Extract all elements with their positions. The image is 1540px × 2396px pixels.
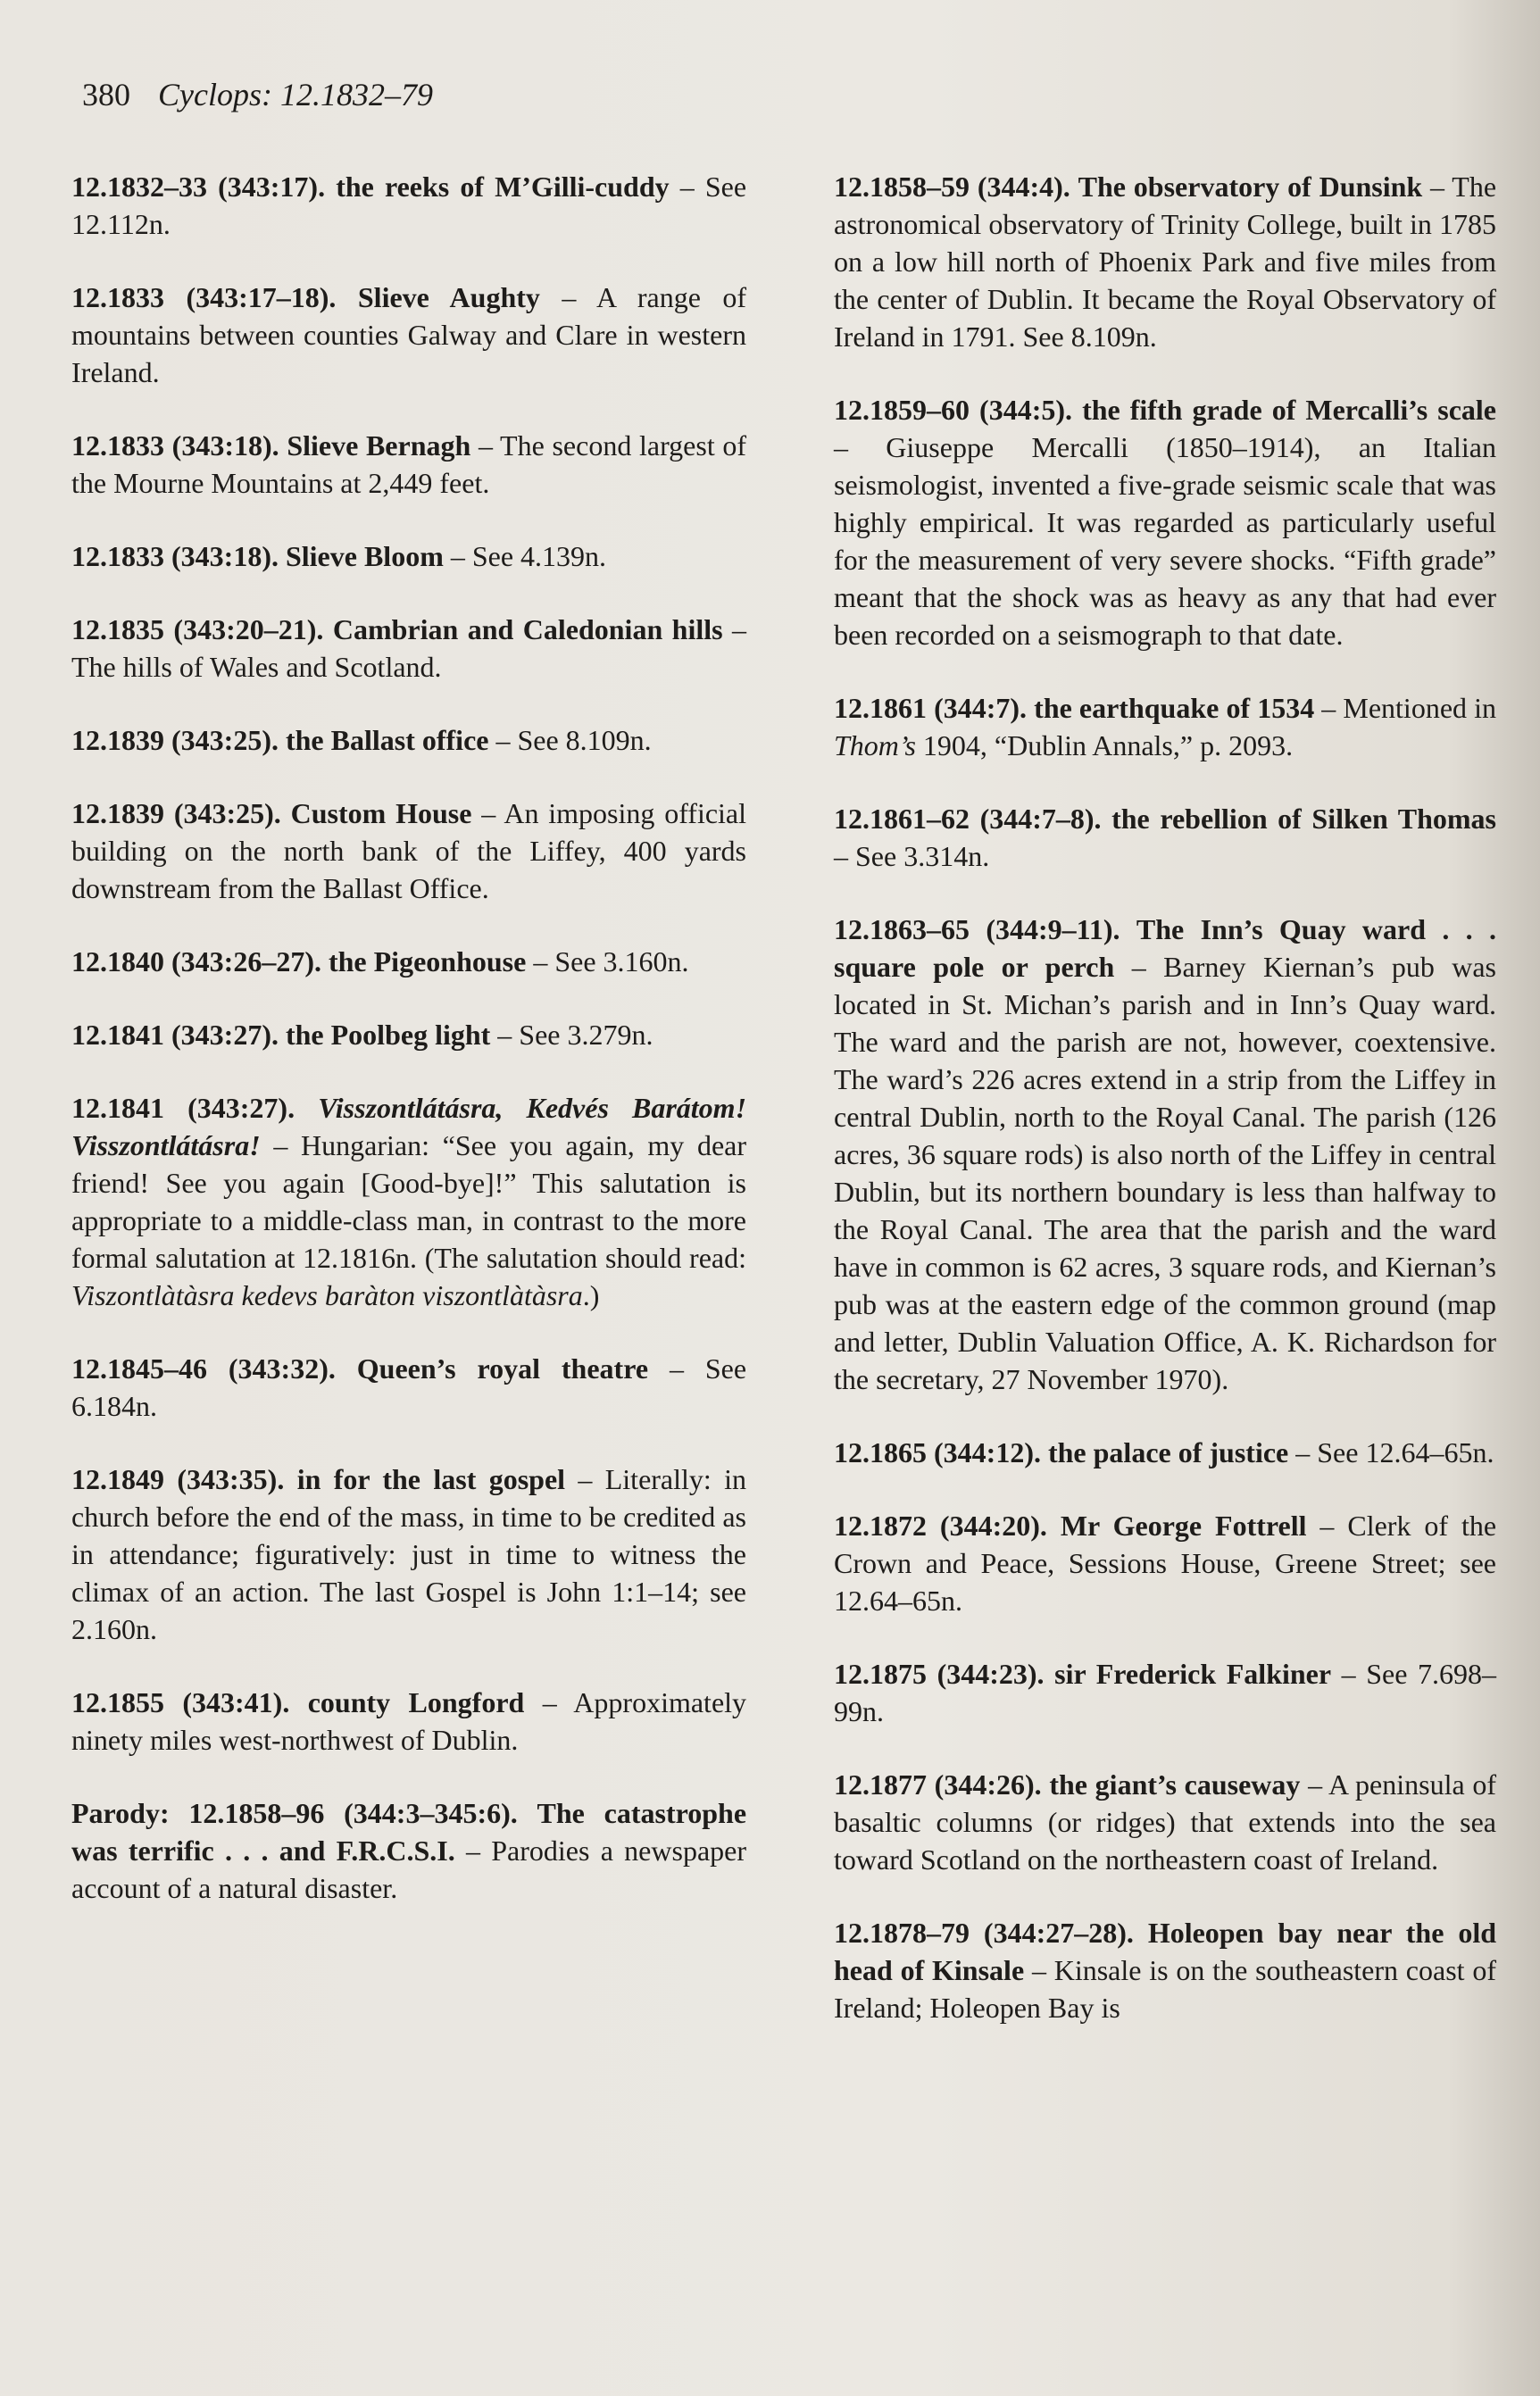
entry-gloss: – See 3.314n.: [834, 840, 990, 872]
annotation-entry: [71, 795, 746, 907]
entry-lemma: in for the last gospel: [296, 1463, 566, 1495]
annotation-entry: [834, 391, 1496, 653]
left-column: [71, 168, 746, 1907]
entry-reference: 12.1839 (343:25).: [71, 797, 281, 829]
entry-lemma: Slieve Bloom: [285, 540, 444, 572]
entry-lemma: Queen’s royal theatre: [356, 1352, 649, 1385]
entry-lemma: the rebellion of Silken Thomas: [1111, 803, 1496, 835]
entry-reference: 12.1841 (343:27).: [71, 1092, 296, 1124]
entry-gloss-italic: Viszontlàtàsra kedevs baràton viszontlàtàsra: [71, 1279, 583, 1311]
entry-lemma: Custom House: [290, 797, 472, 829]
entry-lemma: Mr George Fottrell: [1060, 1510, 1307, 1542]
entry-lemma: The Inn’s Quay ward . . . square pole or perch: [834, 913, 1497, 983]
entry-reference: 12.1833 (343:18).: [71, 429, 279, 462]
page-header: [82, 75, 433, 114]
entry-reference: 12.1845–46 (343:32).: [71, 1352, 336, 1385]
entry-gloss: – An imposing official building on the north bank of the Liffey, 400 yards downstream from the Ballast Office.: [71, 797, 747, 904]
entry-gloss-tail: 1904, “Dublin Annals,” p. 2093.: [915, 729, 1294, 761]
annotation-entry: [71, 1089, 746, 1314]
entry-reference: 12.1840 (343:26–27).: [71, 945, 321, 978]
annotation-entry: [71, 611, 746, 686]
annotation-entry: [834, 1766, 1496, 1878]
entry-gloss: – Barney Kiernan’s pub was located in St. Michan’s parish and in Inn’s Quay ward. The ward and the parish are not, however, coextensive. The ward’s 226 acres extend in a strip from the Liffey in central Dublin, north to the Royal Canal. The parish (126 acres, 36 square rods) is also north of the Liffey in central Dublin, but its northern boundary is less than halfway to the Royal Canal. The area that the parish and the ward have in common is 62 acres, 3 square rods, and Kiernan’s pub was at the eastern edge of the common ground (map and letter, Dublin Valuation Office, A. K. Richardson for the secretary, 27 November 1970).: [834, 951, 1497, 1395]
entry-lemma: Cambrian and Caledonian hills: [332, 613, 723, 645]
annotation-entry: [71, 1794, 746, 1907]
entry-gloss: – See 4.139n.: [443, 540, 607, 572]
entry-lemma: the giant’s causeway: [1049, 1768, 1301, 1801]
entry-lemma: The observatory of Dunsink: [1078, 171, 1423, 203]
entry-gloss: – See 3.160n.: [526, 945, 689, 978]
entry-gloss: – See 7.698–99n.: [834, 1658, 1497, 1727]
entry-gloss-tail: .): [582, 1279, 600, 1311]
entry-reference: 12.1878–79 (344:27–28).: [834, 1917, 1134, 1949]
entry-gloss: – See 6.184n.: [71, 1352, 747, 1422]
annotation-entry: [71, 1016, 746, 1053]
running-title: Cyclops: 12.1832–79: [158, 77, 433, 112]
entry-gloss: – A peninsula of basaltic columns (or ridges) that extends into the sea toward Scotland on the northeastern coast of Ireland.: [834, 1768, 1497, 1876]
entry-gloss: – See 8.109n.: [488, 724, 652, 756]
entry-gloss: – Kinsale is on the southeastern coast of Ireland; Holeopen Bay is: [834, 1954, 1497, 2024]
annotation-entry: [834, 1507, 1496, 1619]
annotation-entry: [834, 168, 1496, 355]
entry-lemma: the reeks of M’Gilli-cuddy: [336, 171, 670, 203]
entry-lemma: the palace of justice: [1047, 1436, 1289, 1468]
page-number: 380: [82, 77, 130, 112]
entry-lemma: the earthquake of 1534: [1034, 692, 1315, 724]
annotation-entry: [71, 1460, 746, 1648]
annotation-entry: [71, 721, 746, 759]
entry-reference: 12.1875 (344:23).: [834, 1658, 1045, 1690]
entry-reference: 12.1861–62 (344:7–8).: [834, 803, 1102, 835]
annotation-entry: [834, 1434, 1496, 1471]
entry-gloss: – The hills of Wales and Scotland.: [71, 613, 747, 683]
entry-reference: 12.1841 (343:27).: [71, 1019, 279, 1051]
annotation-entry: [834, 1914, 1496, 2026]
entry-reference: 12.1858–59 (344:4).: [834, 171, 1070, 203]
entry-gloss: – See 12.112n.: [71, 171, 747, 240]
entry-lemma: Holeopen bay near the old head of Kinsale: [834, 1917, 1497, 1986]
annotation-entry: [71, 427, 746, 502]
entry-lemma: county Longford: [307, 1686, 525, 1718]
entry-reference: 12.1833 (343:18).: [71, 540, 279, 572]
entry-lemma: sir Frederick Falkiner: [1054, 1658, 1332, 1690]
entry-reference: 12.1833 (343:17–18).: [71, 281, 337, 313]
entry-reference: 12.1861 (344:7).: [834, 692, 1028, 724]
entry-gloss: – Hungarian: “See you again, my dear friend! See you again [Good-bye]!” This salutation is appropriate to a middle-class man, in contrast to the more formal salutation at 12.1816n. (The salutation should read:: [71, 1129, 746, 1274]
entry-gloss: – Parodies a newspaper account of a natural disaster.: [71, 1834, 747, 1904]
annotation-entry: [834, 689, 1496, 764]
entry-reference: 12.1839 (343:25).: [71, 724, 279, 756]
entry-gloss: – The astronomical observatory of Trinity College, built in 1785 on a low hill north of Phoenix Park and five miles from the center of Dublin. It became the Royal Observatory of Ireland in 1791. See 8.109n.: [834, 171, 1497, 353]
entry-reference: 12.1835 (343:20–21).: [71, 613, 324, 645]
right-column: [834, 168, 1496, 2026]
entry-gloss: – Giuseppe Mercalli (1850–1914), an Italian seismologist, invented a five-grade seismic scale that was highly empirical. It was regarded as particularly useful for the measurement of very severe shocks. “Fifth grade” meant that the shock was as heavy as any that had ever been recorded on a seismograph to that date.: [834, 431, 1496, 651]
annotation-entry: [834, 911, 1496, 1398]
entry-reference: 12.1849 (343:35).: [71, 1463, 285, 1495]
annotation-entry: [71, 1350, 746, 1425]
entry-gloss: – Literally: in church before the end of the mass, in time to be credited as in attendance; figuratively: just in time to witness the climax of an action. The last Gospel is John 1:1–14; see 2.160n.: [71, 1463, 747, 1645]
entry-lemma: the Ballast office: [285, 724, 489, 756]
entry-lemma: Slieve Aughty: [357, 281, 540, 313]
entry-lemma: the Pigeonhouse: [328, 945, 527, 978]
entry-reference: Parody: 12.1858–96 (344:3–345:6).: [71, 1797, 518, 1829]
entry-lemma: Visszontlátásra, Kedvés Barátom! Visszontlátásra!: [71, 1092, 747, 1161]
entry-reference: 12.1863–65 (344:9–11).: [834, 913, 1120, 945]
annotation-entry: [834, 1655, 1496, 1730]
entry-reference: 12.1832–33 (343:17).: [71, 171, 326, 203]
entry-reference: 12.1872 (344:20).: [834, 1510, 1047, 1542]
entry-gloss: – Clerk of the Crown and Peace, Sessions House, Greene Street; see 12.64–65n.: [834, 1510, 1497, 1617]
entry-lemma: the fifth grade of Mercalli’s scale: [1082, 394, 1497, 426]
entry-gloss: – Mentioned in: [1314, 692, 1497, 724]
annotation-entry: [834, 800, 1496, 875]
entry-gloss: – See 12.64–65n.: [1288, 1436, 1494, 1468]
entry-gloss-italic: Thom’s: [834, 729, 916, 761]
entry-lemma: The catastrophe was terrific . . . and F.R.C.S.I.: [71, 1797, 747, 1867]
entry-gloss: – Approximately ninety miles west-northwest of Dublin.: [71, 1686, 747, 1756]
entry-lemma: the Poolbeg light: [285, 1019, 491, 1051]
annotation-entry: [71, 1684, 746, 1759]
entry-gloss: – A range of mountains between counties Galway and Clare in western Ireland.: [71, 281, 747, 388]
entry-reference: 12.1865 (344:12).: [834, 1436, 1041, 1468]
entry-gloss: – See 3.279n.: [490, 1019, 653, 1051]
entry-reference: 12.1877 (344:26).: [834, 1768, 1042, 1801]
entry-reference: 12.1859–60 (344:5).: [834, 394, 1073, 426]
entry-reference: 12.1855 (343:41).: [71, 1686, 290, 1718]
entry-gloss: – The second largest of the Mourne Mountains at 2,449 feet.: [71, 429, 747, 499]
annotation-entry: [71, 279, 746, 391]
annotation-entry: [71, 537, 746, 575]
annotation-entry: [71, 943, 746, 980]
entry-lemma: Slieve Bernagh: [287, 429, 471, 462]
annotation-entry: [71, 168, 746, 243]
